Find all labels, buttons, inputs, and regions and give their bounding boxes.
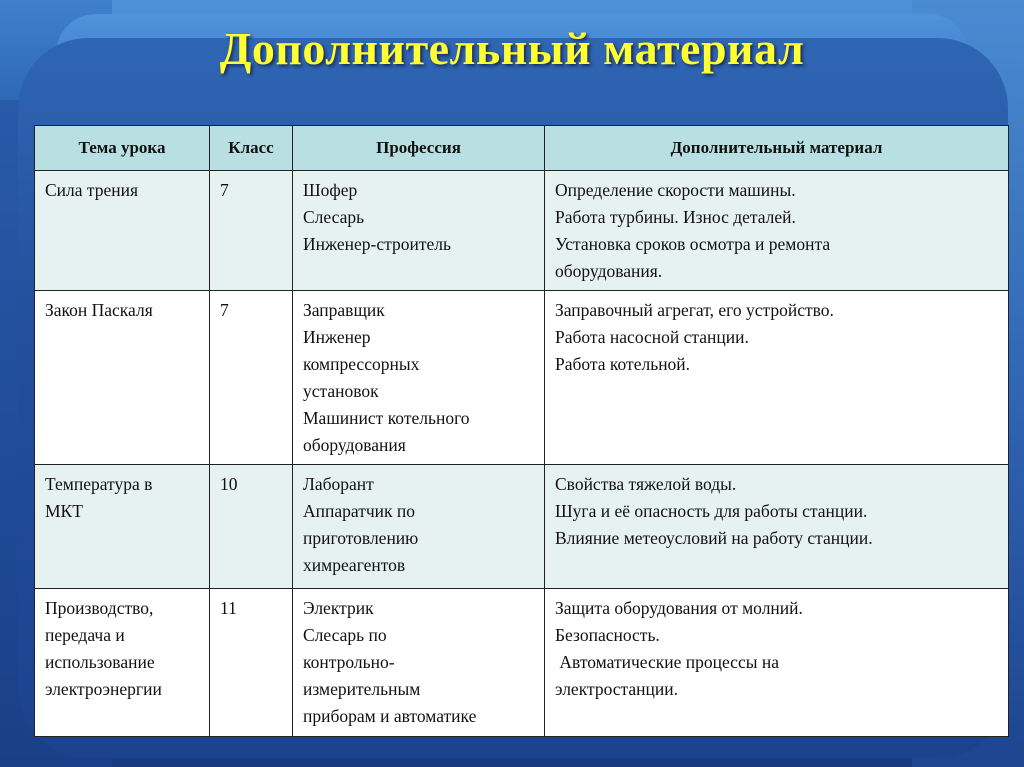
profession-line: компрессорных — [303, 354, 420, 374]
material-cell — [545, 465, 1009, 589]
profession-line: приборам и автоматике — [303, 706, 477, 726]
slide-title: Дополнительный материал — [219, 23, 805, 74]
topic-line: Сила трения — [45, 180, 139, 200]
material-line: Работа котельной. — [555, 354, 691, 374]
lesson-table — [34, 125, 1009, 737]
profession-line: Шофер — [303, 180, 358, 200]
profession-line: установок — [303, 381, 379, 401]
topic-cell — [35, 465, 210, 589]
profession-line: Заправщик — [303, 300, 385, 320]
profession-line: Аппаратчик по — [303, 501, 416, 521]
grade-cell — [210, 171, 293, 291]
topic-line: использование — [45, 652, 155, 672]
column-header-material: Дополнительный материал — [545, 126, 1009, 171]
grade-value: 7 — [220, 180, 229, 200]
material-cell — [545, 589, 1009, 737]
material-cell — [545, 171, 1009, 291]
material-line: Работа турбины. Износ деталей. — [555, 207, 796, 227]
material-line: оборудования. — [555, 261, 663, 281]
column-header-profession: Профессия — [293, 126, 545, 171]
material-line: Работа насосной станции. — [555, 327, 749, 347]
topic-cell — [35, 291, 210, 465]
topic-line: Закон Паскаля — [45, 300, 153, 320]
profession-cell — [293, 291, 545, 465]
material-line: электростанции. — [555, 679, 678, 699]
topic-line: МКТ — [45, 501, 83, 521]
material-line: Защита оборудования от молний. — [555, 598, 803, 618]
topic-line: Температура в — [45, 474, 153, 494]
table-row — [35, 291, 1009, 465]
column-header-topic: Тема урока — [35, 126, 210, 171]
profession-cell — [293, 171, 545, 291]
profession-line: Слесарь — [303, 207, 365, 227]
material-line: Свойства тяжелой воды. — [555, 474, 737, 494]
topic-cell — [35, 171, 210, 291]
grade-cell — [210, 465, 293, 589]
material-line: Определение скорости машины. — [555, 180, 796, 200]
table-row — [35, 171, 1009, 291]
profession-line: измерительным — [303, 679, 421, 699]
profession-line: химреагентов — [303, 555, 406, 575]
profession-line: Инженер-строитель — [303, 234, 451, 254]
material-line: Безопасность. — [555, 625, 660, 645]
column-header-grade: Класс — [210, 126, 293, 171]
table-header-row — [35, 126, 1009, 171]
material-line: Установка сроков осмотра и ремонта — [555, 234, 831, 254]
profession-line: приготовлению — [303, 528, 419, 548]
profession-line: Электрик — [303, 598, 374, 618]
material-cell — [545, 291, 1009, 465]
table-row — [35, 589, 1009, 737]
topic-cell — [35, 589, 210, 737]
topic-line: Производство, — [45, 598, 154, 618]
profession-line: Слесарь по — [303, 625, 387, 645]
grade-value: 10 — [220, 474, 238, 494]
material-line: Автоматические процессы на — [555, 652, 779, 672]
profession-line: контрольно- — [303, 652, 395, 672]
profession-cell — [293, 589, 545, 737]
material-line: Заправочный агрегат, его устройство. — [555, 300, 834, 320]
grade-cell — [210, 589, 293, 737]
profession-line: Лаборант — [303, 474, 374, 494]
grade-value: 11 — [220, 598, 237, 618]
material-line: Влияние метеоусловий на работу станции. — [555, 528, 873, 548]
grade-value: 7 — [220, 300, 229, 320]
grade-cell — [210, 291, 293, 465]
table-row — [35, 465, 1009, 589]
profession-cell — [293, 465, 545, 589]
spacer — [555, 378, 1000, 398]
topic-line: электроэнергии — [45, 679, 162, 699]
profession-line: оборудования — [303, 435, 406, 455]
profession-line: Машинист котельного — [303, 408, 470, 428]
background-block — [112, 0, 912, 14]
profession-line: Инженер — [303, 327, 371, 347]
topic-line: передача и — [45, 625, 125, 645]
material-line: Шуга и её опасность для работы станции. — [555, 501, 868, 521]
